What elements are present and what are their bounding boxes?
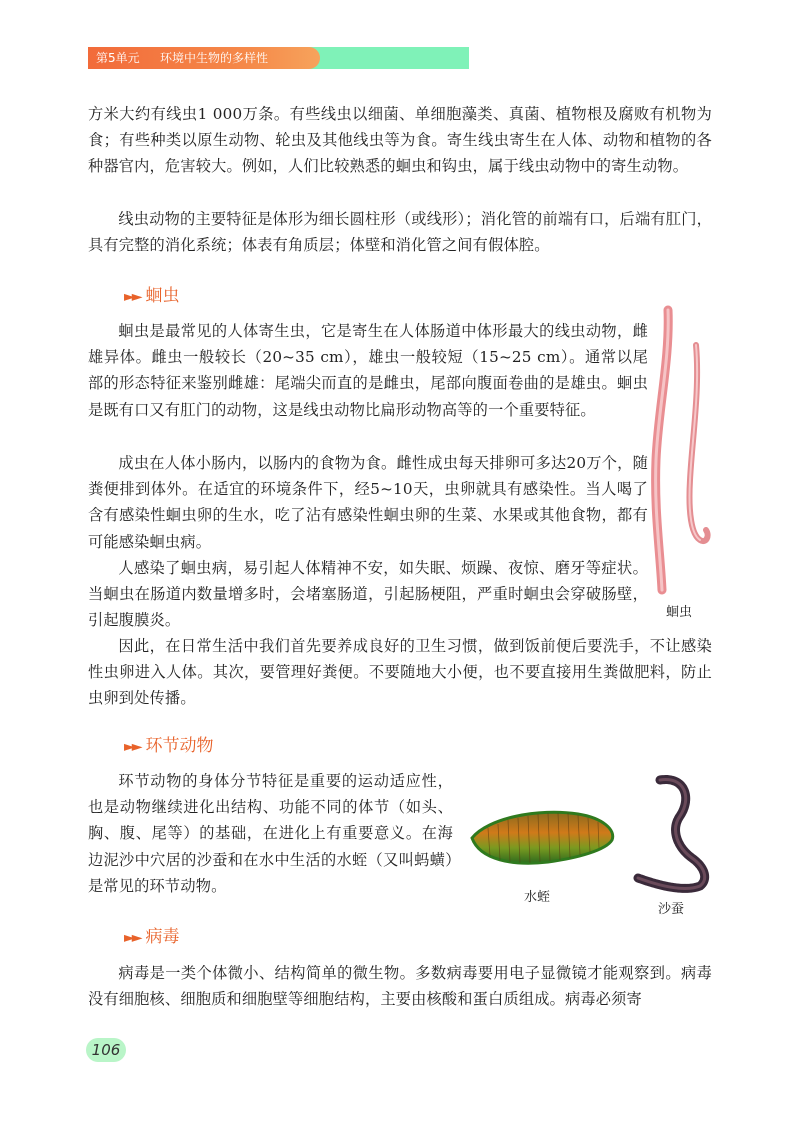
nereis-illustration (630, 768, 720, 898)
section-heading-annelid (124, 731, 214, 756)
caption-leech: 水蛭 (524, 890, 551, 905)
paragraph-prevention: 因此，在日常生活中我们首先要养成良好的卫生习惯，做到饭前便后要洗手，不让感染性虫卵进入人体。其次，要管理好粪便。不要随地大小便，也不要直接用生粪做肥料，防止虫卵到处传播。 (88, 637, 712, 708)
heading-ascaris-text: 蛔虫 (145, 286, 180, 306)
leech-illustration (468, 800, 618, 880)
unit-label: 第5单元 (96, 51, 140, 65)
nereis-body (638, 780, 705, 889)
caption-nereis: 沙蚕 (658, 902, 685, 917)
heading-arrows: ►► (124, 739, 140, 755)
heading-arrows: ►► (124, 930, 140, 946)
caption-ascaris: 蛔虫 (666, 605, 693, 620)
paragraph-nematode-features: 线虫动物的主要特征是体形为细长圆柱形（或线形）；消化管的前端有口，后端有肛门，具有完整的消化系统；体表有角质层；体壁和消化管之间有假体腔。 (88, 210, 712, 255)
section-heading-ascaris (124, 281, 180, 306)
leech-body (472, 812, 613, 863)
unit-title: 环境中生物的多样性 (160, 51, 269, 65)
paragraph-annelid: 环节动物的身体分节特征是重要的运动适应性，也是动物继续进化出结构、功能不同的体节（如头、胸、腹、尾等）的基础，在进化上有重要意义。在海边泥沙中穴居的沙蚕和在水中生活的水蛭（又叫蚂蟥）是常见的环节动物。 (88, 772, 453, 895)
paragraph-ascaris-2: 成虫在人体小肠内，以肠内的食物为食。雌性成虫每天排卵可多达20万个，随粪便排到体外。在适宜的环境条件下，经5~10天，虫卵就具有感染性。当人喝了含有感染性蛔虫卵的生水，吃了沾有感染性蛔虫卵的生菜、水果或其他食物，都有可能感染蛔虫病。 (88, 454, 648, 551)
unit-tab (88, 47, 320, 69)
paragraph-intro: 方米大约有线虫1 000万条。有些线虫以细菌、单细胞藻类、真菌、植物根及腐败有机物为食；有些种类以原生动物、轮虫及其他线虫等为食。寄生线虫寄生在人体、动物和植物的各种器官内，危害较大。例如，人们比较熟悉的蛔虫和钩虫，属于线虫动物中的寄生动物。 (88, 105, 712, 176)
heading-arrows: ►► (124, 289, 140, 305)
page-number: 106 (86, 1038, 126, 1062)
paragraph-virus: 病毒是一类个体微小、结构简单的微生物。多数病毒要用电子显微镜才能观察到。病毒没有细胞核、细胞质和细胞壁等细胞结构，主要由核酸和蛋白质组成。病毒必须寄 (88, 964, 712, 1009)
heading-annelid-text: 环节动物 (145, 736, 214, 756)
paragraph-ascaris-1: 蛔虫是最常见的人体寄生虫，它是寄生在人体肠道中体形最大的线虫动物，雌雄异体。雌虫一般较长（20~35 cm），雄虫一般较短（15~25 cm）。通常以尾部的形态特征来鉴别雌雄：尾端尖而直的是雌虫，尾部向腹面卷曲的是雄虫。蛔虫是既有口又有肛门的动物，这是线虫动物比扁形动物高等的一个重要特征。 (88, 322, 648, 419)
paragraph-ascaris-3: 人感染了蛔虫病，易引起人体精神不安，如失眠、烦躁、夜惊、磨牙等症状。当蛔虫在肠道内数量增多时，会堵塞肠道，引起肠梗阻，严重时蛔虫会穿破肠壁，引起腹膜炎。 (88, 559, 648, 630)
ascaris-illustration (640, 300, 720, 600)
heading-virus-text: 病毒 (145, 927, 180, 947)
section-heading-virus (124, 922, 180, 947)
